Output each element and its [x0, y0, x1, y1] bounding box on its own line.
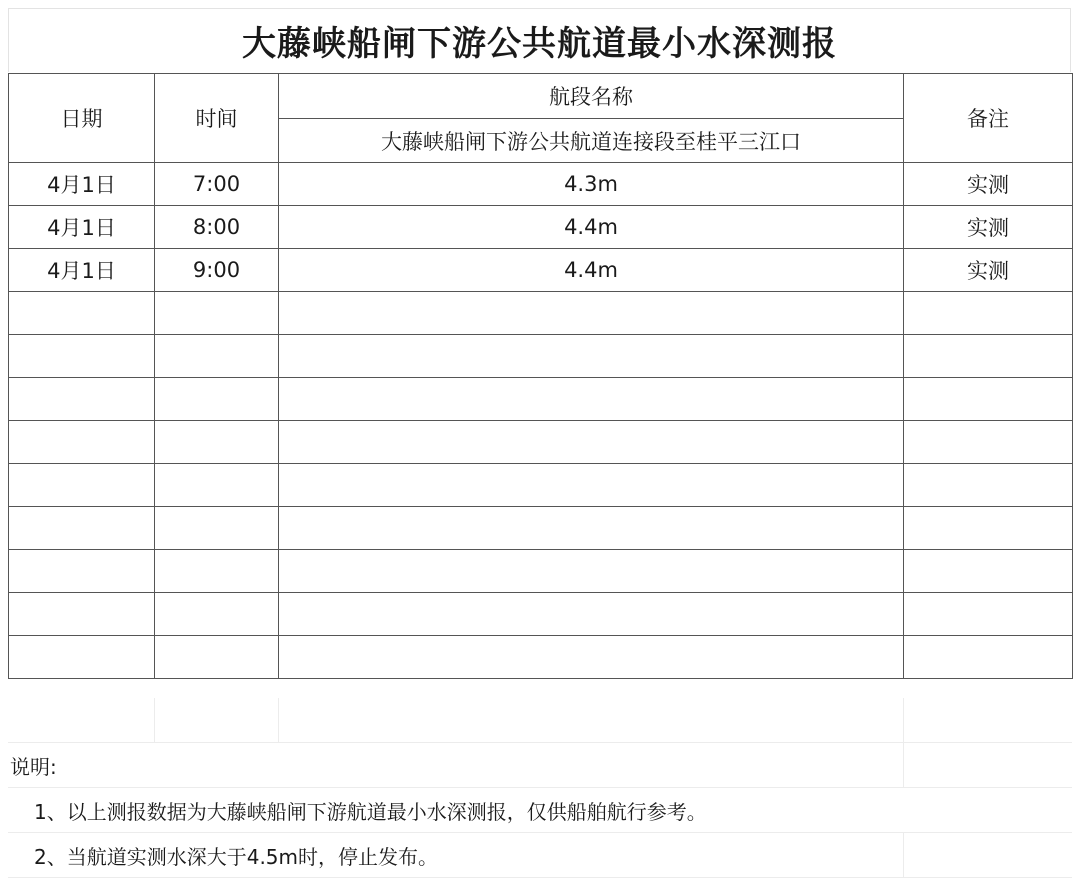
- cell-depth: 4.4m: [279, 249, 904, 292]
- cell-date: [9, 636, 155, 679]
- note-row: [8, 833, 1072, 878]
- cell-depth: [279, 292, 904, 335]
- cell-date: [9, 593, 155, 636]
- table-row: [9, 421, 1073, 464]
- table-row: [9, 206, 1073, 249]
- cell-date: [9, 507, 155, 550]
- cell-time: [155, 636, 279, 679]
- grid-line: [903, 833, 904, 877]
- table-row: [9, 593, 1073, 636]
- cell-remark: [904, 507, 1073, 550]
- cell-depth: [279, 335, 904, 378]
- notes-label-row: [8, 743, 1072, 788]
- report-title: 大藤峡船闸下游公共航道最小水深测报: [8, 8, 1071, 72]
- note-item: 2、当航道实测水深大于4.5m时，停止发布。: [34, 844, 439, 869]
- cell-remark: [904, 292, 1073, 335]
- cell-time: [155, 593, 279, 636]
- table-row: [9, 378, 1073, 421]
- cell-date: 4月1日: [9, 249, 155, 292]
- cell-depth: [279, 421, 904, 464]
- cell-remark: 实测: [904, 163, 1073, 206]
- cell-time: [155, 378, 279, 421]
- cell-remark: [904, 550, 1073, 593]
- cell-remark: [904, 421, 1073, 464]
- notes-section: [8, 698, 1072, 878]
- cell-date: [9, 421, 155, 464]
- cell-depth: 4.3m: [279, 163, 904, 206]
- note-item: 1、以上测报数据为大藤峡船闸下游航道最小水深测报，仅供船舶航行参考。: [34, 799, 707, 824]
- header-section-group: 航段名称: [279, 74, 904, 119]
- cell-time: [155, 507, 279, 550]
- cell-date: [9, 292, 155, 335]
- cell-remark: 实测: [904, 206, 1073, 249]
- table-row: [9, 249, 1073, 292]
- grid-line: [903, 698, 904, 742]
- cell-depth: [279, 593, 904, 636]
- table-row: [9, 507, 1073, 550]
- cell-depth: [279, 464, 904, 507]
- cell-remark: [904, 593, 1073, 636]
- cell-time: 7:00: [155, 163, 279, 206]
- header-time: 时间: [155, 74, 279, 163]
- grid-line: [154, 698, 155, 742]
- header-section-name: 大藤峡船闸下游公共航道连接段至桂平三江口: [279, 119, 904, 163]
- table-row: [9, 636, 1073, 679]
- table-row: [9, 292, 1073, 335]
- cell-date: 4月1日: [9, 163, 155, 206]
- cell-depth: [279, 550, 904, 593]
- notes-label: 说明:: [10, 754, 57, 779]
- grid-line: [903, 743, 904, 787]
- note-row: [8, 788, 1072, 833]
- cell-date: [9, 550, 155, 593]
- cell-date: [9, 464, 155, 507]
- cell-time: [155, 335, 279, 378]
- cell-time: [155, 550, 279, 593]
- cell-date: 4月1日: [9, 206, 155, 249]
- cell-time: [155, 421, 279, 464]
- cell-depth: [279, 636, 904, 679]
- header-remark: 备注: [904, 74, 1073, 163]
- cell-date: [9, 335, 155, 378]
- table-row: [9, 550, 1073, 593]
- table-row: [9, 163, 1073, 206]
- cell-time: [155, 292, 279, 335]
- cell-remark: [904, 636, 1073, 679]
- cell-depth: 4.4m: [279, 206, 904, 249]
- spacer-row: [8, 698, 1072, 743]
- cell-remark: [904, 464, 1073, 507]
- cell-remark: [904, 335, 1073, 378]
- header-date: 日期: [9, 74, 155, 163]
- table-row: [9, 464, 1073, 507]
- cell-time: [155, 464, 279, 507]
- cell-date: [9, 378, 155, 421]
- depth-table: [8, 73, 1073, 679]
- grid-line: [278, 698, 279, 742]
- table-row: [9, 335, 1073, 378]
- header-row: [9, 74, 1073, 119]
- cell-time: 9:00: [155, 249, 279, 292]
- cell-remark: [904, 378, 1073, 421]
- cell-remark: 实测: [904, 249, 1073, 292]
- cell-time: 8:00: [155, 206, 279, 249]
- cell-depth: [279, 507, 904, 550]
- cell-depth: [279, 378, 904, 421]
